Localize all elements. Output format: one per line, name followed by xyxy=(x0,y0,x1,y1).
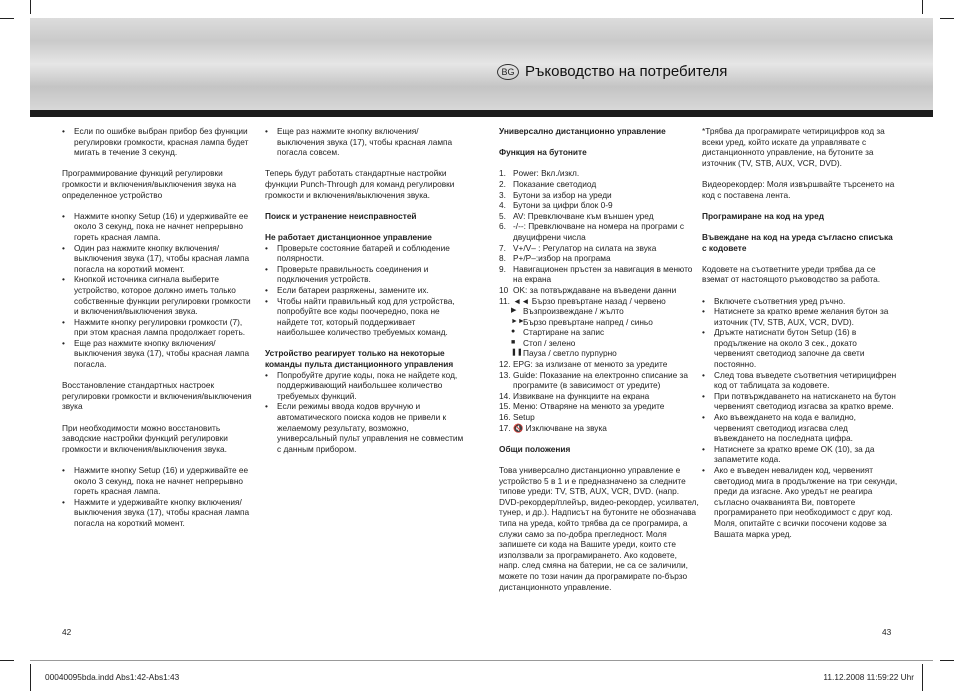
record-icon: ● xyxy=(511,328,516,336)
crop-mark xyxy=(0,18,14,19)
list-item: 15. Меню: Отваряне на менюто за уредите xyxy=(499,401,665,412)
list-item: • Если батареи разряжены, замените их. xyxy=(265,285,465,296)
list-item: • Если по ошибке выбран прибор без функции регулировки громкости, красная лампа будет мигать в течение 3 секунд. xyxy=(62,126,257,158)
section-heading: Програмиране на код на уред xyxy=(702,210,824,221)
paragraph: Това универсално дистанционно управление е устройство 5 в 1 и е предназначено за следните типове уреди: TV, STB, AUX, VCR, DVD. (напр. DVD-рекордер/плейър, видео-рекордер, усилвател, тунер, и др.). Надписът на бутоните не обозначава типа на уреда, който трябва да се програмира, а служи само за по-добра прегледност. Моля запишете си кода на Вашите уреди, които сте използвали за програмирането. Ако кодовете, напр. след смяна на батерии, не са се заличили, можете по този начин да програмирате по-бързо дистанционното управление. xyxy=(499,465,699,592)
section-heading: Не работает дистанционное управление xyxy=(265,231,432,242)
list-subitem: ❚❚ Пауза / светло пурпурно xyxy=(511,348,617,359)
paragraph: Кодовете на съответните уреди трябва да се вземат от настоящото ръководство за работа. xyxy=(702,263,881,285)
list-item: 16. Setup xyxy=(499,412,535,423)
paragraph: *Трябва да програмирате четирицифров код за всеки уред, който искате да управлявате с дистанционното управление, на бутоните за източник (TV, STB, AUX, VCR, DVD). xyxy=(702,126,885,168)
list-item: • Один раз нажмите кнопку включения/выключения звука (17), чтобы красная лампа погасла на короткий момент. xyxy=(62,243,257,275)
crop-mark xyxy=(940,18,954,19)
language-badge: BG xyxy=(497,64,519,80)
header-bar xyxy=(30,110,933,117)
numbered-list xyxy=(499,168,699,433)
page-number-right: 43 xyxy=(882,627,892,637)
list-item: 6. -/--: Превключване на номера на програми с двуцифрени числа xyxy=(499,221,684,242)
bullet-list xyxy=(62,465,257,529)
column-4 xyxy=(702,126,898,539)
list-item: • Чтобы найти правильный код для устройства, попробуйте все коды поочередно, пока не найдете тот, который поддерживает наибольшее количество требуемых команд. xyxy=(265,296,465,338)
list-item: 12. EPG: за излизане от менюто за уредите xyxy=(499,359,668,370)
crop-mark xyxy=(0,660,14,661)
list-item: 17. 🔇 Изключване на звука xyxy=(499,422,607,433)
list-item: 2. Показание светодиод xyxy=(499,178,597,189)
crop-mark xyxy=(30,0,31,14)
stop-icon: ■ xyxy=(511,338,516,346)
crop-mark xyxy=(30,664,31,691)
section-heading: Въвеждане на код на уреда съгласно списъка с кодовете xyxy=(702,231,893,253)
play-icon: ▶ xyxy=(511,307,517,315)
list-item: • Натиснете за кратко време желания бутон за източник (TV, STB, AUX, VCR, DVD). xyxy=(702,306,898,327)
list-item: 9. Навигационен пръстен за навигация в менюто на екрана xyxy=(499,263,693,285)
list-item: • Если режимы ввода кодов вручную и автоматического поиска кодов не привели к желаемому результату, возможно, универсальный пульт управления не совместим с данным прибором. xyxy=(265,401,465,454)
list-item: • Нажмите кнопку Setup (16) и удерживайте ее около 3 секунд, пока не начнет непрерывно гореть красная лампа. xyxy=(62,211,257,243)
list-item: • Попробуйте другие коды, пока не найдете код, поддерживающий наибольшее количество требуемых функций. xyxy=(265,370,465,402)
section-heading: Поиск и устранение неисправностей xyxy=(265,210,417,221)
list-item: • Нажмите и удерживайте кнопку включения/выключения звука (17), чтобы красная лампа погасла на короткий момент. xyxy=(62,497,257,529)
list-item: • Натиснете за кратко време OK (10), за да запаметите кода. xyxy=(702,444,898,465)
paragraph: При необходимости можно восстановить заводские настройки функций регулировки громкости и включения/выключения звука. xyxy=(62,422,228,454)
list-subitem: ● Стартиране на запис xyxy=(511,327,605,338)
section-heading: Восстановление стандартных настроек регулировки громкости и включения/выключения звука xyxy=(62,380,252,412)
list-item: • Дръжте натиснати бутон Setup (16) в продължение на около 3 сек., докато червеният светодиод започне да свети постоянно. xyxy=(702,327,898,369)
list-item: • Проверьте правильность соединения и подключения устройств. xyxy=(265,264,465,285)
bullet-list xyxy=(702,296,898,540)
list-item: • Нажмите кнопку Setup (16) и удерживайте ее около 3 секунд, пока не начнет непрерывно гореть красная лампа. xyxy=(62,465,257,497)
list-item: 5. AV: Превключване към външен уред xyxy=(499,210,654,221)
list-item: • Проверьте состояние батарей и соблюдение полярности. xyxy=(265,243,465,264)
crop-mark xyxy=(922,0,923,14)
paragraph: Теперь будут работать стандартные настройки функции Punch-Through для команд регулировки громкости и включения/выключения звука. xyxy=(265,168,455,200)
list-item: • Включете съответния уред ръчно. xyxy=(702,296,898,307)
header-banner xyxy=(30,18,933,110)
bullet-list xyxy=(265,370,465,455)
list-item: • Ако въвеждането на кода е валидно, червеният светодиод изгасва след въвеждането на последната цифра. xyxy=(702,412,898,444)
section-heading: Универсално дистанционно управление xyxy=(499,126,666,136)
footer-rule xyxy=(30,660,933,661)
bullet-list xyxy=(265,243,465,338)
list-item: 10 OK: за потвърждаване на въведени данни xyxy=(499,284,677,295)
list-item: 13. Guide: Показание на електронно списание за програмите (в зависимост от уредите) xyxy=(499,369,688,391)
crop-mark xyxy=(940,660,954,661)
list-subitem: ▶ Възпроизвеждане / жълто xyxy=(511,306,624,317)
footer-file: 00040095bda.indd Abs1:42-Abs1:43 xyxy=(45,672,180,682)
section-heading: Программирование функций регулировки громкости и включения/выключения звука на определенное устройство xyxy=(62,168,237,200)
list-item: 11. ◄◄ Бързо превъртане назад / червено xyxy=(499,295,666,306)
column-1 xyxy=(62,126,257,529)
bullet-list xyxy=(62,211,257,370)
footer-date: 11.12.2008 11:59:22 Uhr xyxy=(823,672,914,682)
paragraph: Видеорекордер: Моля извършвайте търсенето на код с поставена лента. xyxy=(702,178,895,200)
list-item: • Еще раз нажмите кнопку включения/выключения звука (17), чтобы красная лампа погасла совсем. xyxy=(265,126,465,158)
fast-forward-icon: ►► xyxy=(511,317,525,325)
list-item: • Ако е въведен невалиден код, червеният светодиод мига в продължение на три секунди, преди да изгасне. Ако уредът не реагира съгласно очакванията Ви, повторете програмирането при необходимост с друг код. Моля, опитайте с всички посочени кодове за Вашата марка уред. xyxy=(702,465,898,539)
list-item: 1. Power: Вкл./изкл. xyxy=(499,168,580,179)
column-2 xyxy=(265,126,465,454)
column-3 xyxy=(499,126,699,592)
page-title-group xyxy=(497,63,727,80)
list-subitem: ■ Стоп / зелено xyxy=(511,337,576,348)
crop-mark xyxy=(922,664,923,691)
list-item: 3. Бутони за избор на уреди xyxy=(499,189,612,200)
list-item: • Еще раз нажмите кнопку включения/выключения звука (17), чтобы красная лампа погасла. xyxy=(62,338,257,370)
list-item: 4. Бутони за цифри блок 0-9 xyxy=(499,200,613,211)
list-item: 7. V+/V– : Регулатор на силата на звука xyxy=(499,242,657,253)
list-item: 14. Извикване на функциите на екрана xyxy=(499,390,650,401)
page-number-left: 42 xyxy=(62,627,72,637)
page-title: Ръководство на потребителя xyxy=(525,63,728,80)
list-item: • Кнопкой источника сигнала выберите устройство, которое должно иметь только собственные функции регулировки громкости и включения/выключения звука. xyxy=(62,274,257,316)
section-heading: Функция на бутоните xyxy=(499,147,587,158)
list-item: 8. P+/P–:избор на програма xyxy=(499,253,611,264)
list-item: • При потвърждаването на натискането на бутон червеният светодиод изгасва за кратко време. xyxy=(702,391,898,412)
section-heading: Устройство реагирует только на некоторые команды пульта дистанционного управления xyxy=(265,348,454,370)
list-item: • Нажмите кнопку регулировки громкости (7), при этом красная лампа продолжает гореть. xyxy=(62,317,257,338)
list-item: • След това въведете съответния четирицифрен код от таблицата за кодовете. xyxy=(702,370,898,391)
section-heading: Общи положения xyxy=(499,443,571,454)
pause-icon: ❚❚ xyxy=(511,349,523,357)
list-subitem: ►► Бързо превъртане напред / синьо xyxy=(511,316,653,327)
